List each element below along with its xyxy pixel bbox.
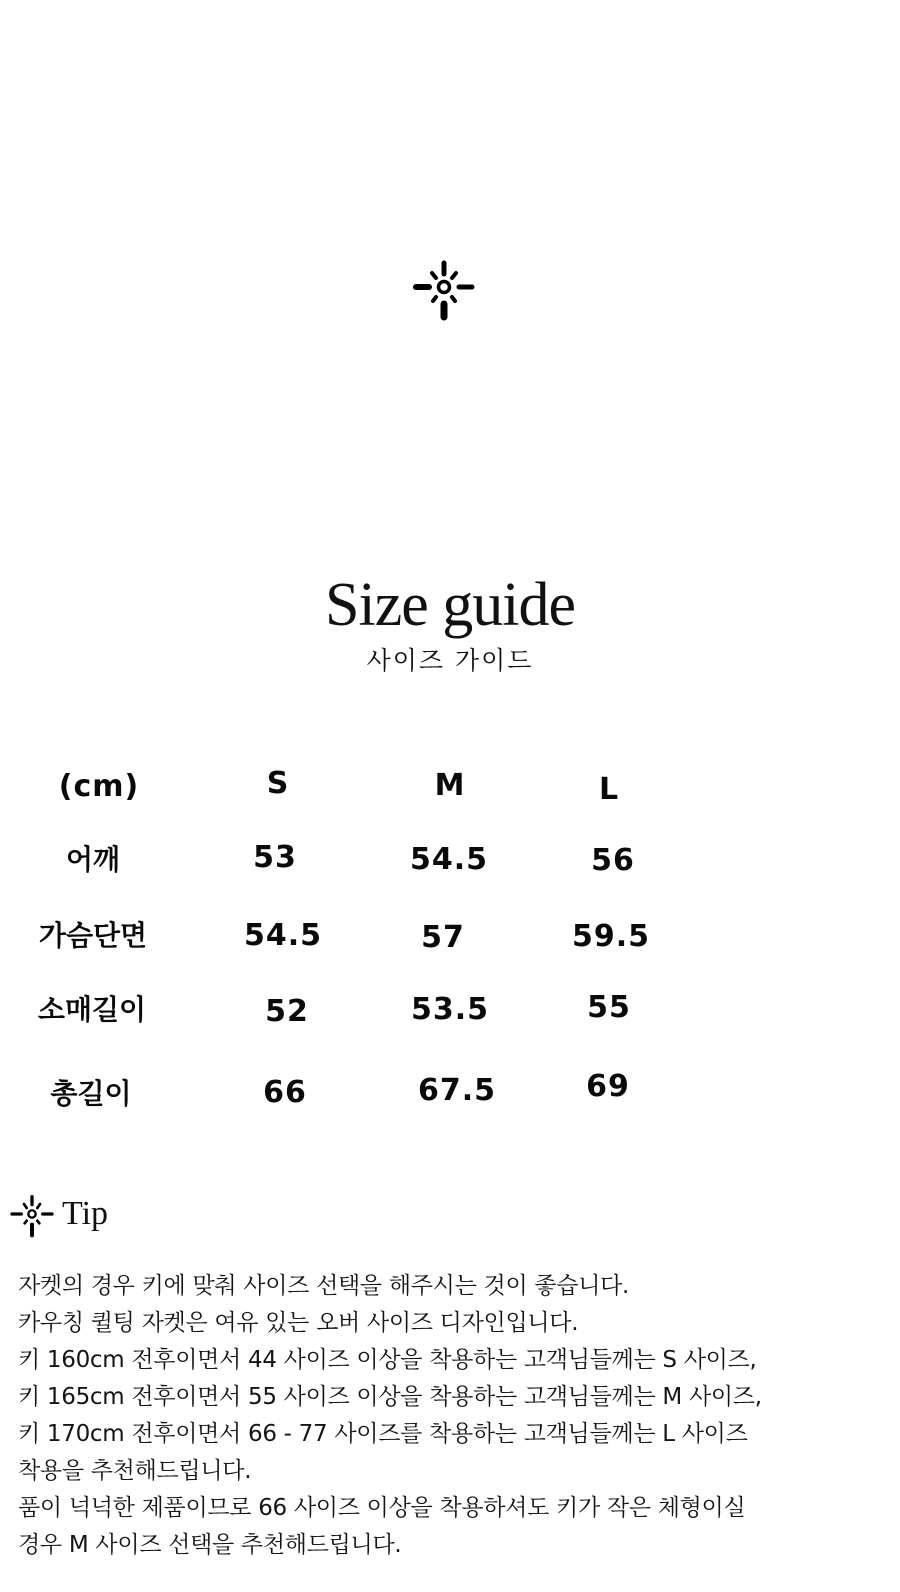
row-label-chest: 가슴단면 [38,919,148,952]
table-cell: 57 [421,920,465,955]
table-cell: 53.5 [410,992,490,1027]
table-cell: 66 [263,1075,307,1110]
column-header-s: S [266,766,290,801]
sparkle-sun-icon [411,257,477,323]
page-title: Size guide [325,571,575,639]
column-header-m: M [434,768,466,803]
table-cell: 69 [586,1069,630,1104]
sparkle-sun-icon [10,1194,54,1238]
table-cell: 53 [253,840,297,875]
tip-line: 착용을 추천해드립니다. [18,1458,252,1484]
table-cell: 54.5 [409,842,489,877]
tip-heading: Tip [62,1195,109,1232]
unit-header: (cm) [58,769,140,804]
tip-text [18,1268,888,1564]
tip-line: 카우칭 퀼팅 자켓은 여유 있는 오버 사이즈 디자인입니다. [18,1310,579,1336]
table-cell: 54.5 [243,918,323,953]
table-cell: 55 [587,990,631,1025]
table-cell: 56 [591,843,635,878]
column-header-l: L [598,772,620,807]
table-cell: 59.5 [571,919,651,954]
tip-line: 자켓의 경우 키에 맞춰 사이즈 선택을 해주시는 것이 좋습니다. [18,1273,630,1299]
tip-line: 키 160cm 전후이면서 44 사이즈 이상을 착용하는 고객님들께는 S 사이즈, [18,1347,757,1373]
tip-line: 품이 넉넉한 제품이므로 66 사이즈 이상을 착용하셔도 키가 작은 체형이실 [18,1495,746,1521]
row-label-length: 총길이 [50,1077,132,1110]
table-cell: 52 [265,994,309,1029]
tip-line: 키 165cm 전후이면서 55 사이즈 이상을 착용하는 고객님들께는 M 사이즈, [18,1384,762,1410]
tip-line: 경우 M 사이즈 선택을 추천해드립니다. [18,1532,402,1558]
page-subtitle: 사이즈 가이드 [366,646,534,675]
table-cell: 67.5 [417,1073,497,1108]
row-label-sleeve: 소매길이 [37,993,147,1026]
tip-line: 키 170cm 전후이면서 66 - 77 사이즈를 착용하는 고객님들께는 L 사이즈 [18,1421,748,1447]
row-label-shoulder: 어깨 [65,843,121,876]
